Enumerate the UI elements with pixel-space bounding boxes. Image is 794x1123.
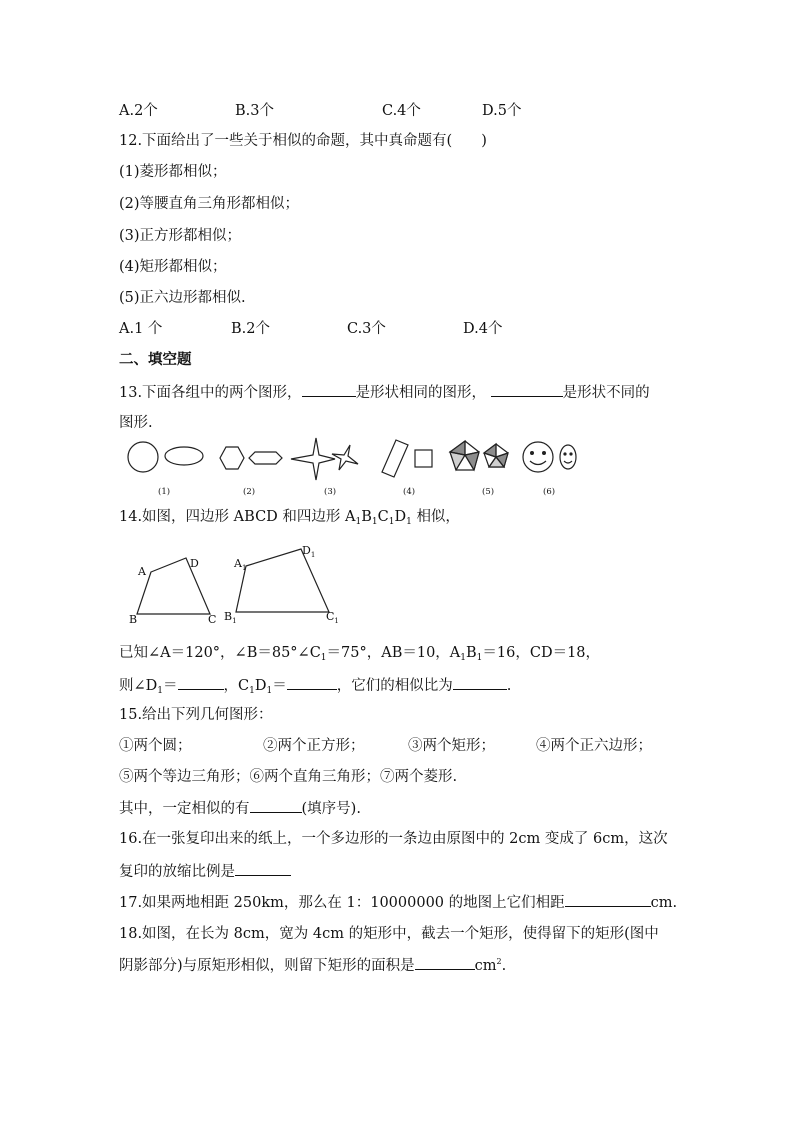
subscript: 1 [460, 653, 467, 663]
shape-hexagon-large [220, 447, 244, 469]
q15-item-4: ④两个正六边形； [536, 738, 652, 754]
q14-question-text: ，C [223, 678, 250, 694]
subscript: 1 [406, 517, 412, 527]
label-c: C [208, 613, 217, 626]
q14-question-text: ＝ [272, 678, 287, 694]
subscript: 1 [320, 653, 327, 663]
q14-stem-text-end: 相似， [416, 509, 460, 525]
subscript: 1 [388, 517, 395, 527]
label-a1: $A_1$ [234, 557, 247, 572]
q17-unit: cm. [650, 895, 678, 911]
subscript: 1 [355, 517, 362, 527]
q14-stem: 14.如图，四边形 ABCD 和四边形 $A_1B_1C_1D_1$ 相似， [119, 509, 460, 527]
q14-stem-text: 14.如图，四边形 ABCD 和四边形 A [119, 509, 356, 525]
q13-blank-2[interactable] [491, 382, 563, 397]
shape-circle [128, 442, 158, 472]
subscript: 1 [249, 686, 255, 696]
label-c1: $C_1$ [326, 610, 339, 625]
section-title: 二、填空题 [119, 352, 192, 368]
figure-label-4: (4) [403, 487, 416, 497]
q14-blank-ratio[interactable] [453, 675, 507, 690]
shape-star-small [332, 445, 358, 470]
q15-stem: 15.给出下列几何图形： [119, 707, 273, 723]
subscript: 1 [371, 517, 378, 527]
shape-rectangle-tilted [382, 440, 408, 477]
q14-blank-angle[interactable] [178, 675, 224, 690]
q15-blank[interactable] [250, 798, 302, 813]
q12-item-1: (1)菱形都相似； [119, 164, 227, 180]
q13-line-2: 图形. [119, 415, 153, 431]
q15-answer-text: 其中，一定相似的有 [119, 801, 250, 817]
q13-blank-1[interactable] [302, 382, 356, 397]
shape-smiley-face-large [523, 442, 553, 472]
q15-answer-line [119, 798, 361, 819]
q12-item-2: (2)等腰直角三角形都相似； [119, 196, 300, 212]
q11-option-b: B.3个 [235, 103, 274, 119]
q12-item-4: (4)矩形都相似； [119, 259, 227, 275]
q14-given-text: ＝16，CD＝18， [482, 645, 601, 661]
q15-answer-text-end: (填序号). [301, 801, 361, 817]
q18-blank[interactable] [415, 955, 475, 970]
q14-given-text: ＝75°，AB＝10，A [326, 645, 461, 661]
shape-ellipse [165, 447, 203, 465]
shape-star-large [291, 438, 335, 480]
shape-hexagon-small [249, 452, 282, 464]
figure-label-5: (5) [482, 487, 495, 497]
q13-part-2: 是形状相同的图形， [355, 385, 487, 401]
figure-label-2: (2) [243, 487, 256, 497]
label-d1: $D_1$ [302, 544, 316, 559]
q13-part-3: 是形状不同的 [562, 385, 650, 401]
q15-item-1: ①两个圆； [119, 738, 192, 754]
q17-blank[interactable] [565, 892, 651, 907]
q14-question-text: 则∠D [119, 678, 158, 694]
figure-label-1: (1) [158, 487, 171, 497]
subscript: 1 [476, 653, 483, 663]
q18-text: 阴影部分)与原矩形相似，则留下矩形的面积是 [119, 958, 415, 974]
q14-question-text: . [506, 678, 512, 694]
q18-line-1: 18.如图，在长为 8cm，宽为 4cm 的矩形中，截去一个矩形，使得留下的矩形(图中 [119, 926, 659, 942]
q16-blank[interactable] [235, 861, 291, 876]
q12-item-3: (3)正方形都相似； [119, 228, 242, 244]
q18-text-end: . [501, 958, 507, 974]
shape-pentagon-small [484, 444, 508, 467]
q16-text: 复印的放缩比例是 [119, 864, 235, 880]
subscript: 1 [157, 686, 164, 696]
figure-label-3: (3) [324, 487, 337, 497]
q17-line [119, 892, 677, 913]
q14-line-3: 则$\angle D_1=$ ，$C_1D_1=$ ，它们的相似比为 . [119, 675, 511, 696]
q15-item-3: ③两个矩形； [408, 738, 495, 754]
q12-item-5: (5)正六边形都相似. [119, 290, 246, 306]
label-a: A [138, 565, 146, 578]
q14-question-text: ＝ [163, 678, 178, 694]
shape-square [415, 450, 432, 467]
q15-item-2: ②两个正方形； [263, 738, 365, 754]
q12-option-b: B.2个 [231, 321, 270, 337]
shape-smiley-face-small [560, 445, 576, 469]
shape-pentagon-large [450, 441, 479, 470]
q11-option-d: D.5个 [482, 103, 522, 119]
q18-unit: cm [474, 958, 497, 974]
q15-items-row-2: ⑤两个等边三角形；⑥两个直角三角形；⑦两个菱形. [119, 769, 458, 785]
q13-line-1 [119, 382, 650, 403]
q11-option-c: C.4个 [382, 103, 421, 119]
q17-text: 17.如果两地相距 250km，那么在 1：10000000 的地图上它们相距 [119, 895, 565, 911]
q14-quadrilaterals-figure [120, 540, 350, 630]
quadrilateral-abcd [137, 558, 210, 614]
label-d: D [190, 557, 199, 570]
q13-shapes-figure [118, 434, 588, 500]
q14-given-text: 已知∠A＝120°，∠B＝85°∠C [119, 645, 321, 661]
q12-option-d: D.4个 [463, 321, 503, 337]
superscript: 2 [496, 957, 502, 966]
q14-question-text: ，它们的相似比为 [336, 678, 453, 694]
q13-part-1: 13.下面各组中的两个图形， [119, 385, 302, 401]
q11-option-a: A.2个 [119, 103, 158, 119]
figure-label-6: (6) [543, 487, 556, 497]
subscript: 1 [266, 686, 273, 696]
q14-blank-length[interactable] [287, 675, 337, 690]
q12-option-a: A.1 个 [119, 321, 163, 337]
q12-option-c: C.3个 [347, 321, 386, 337]
q16-line-1: 16.在一张复印出来的纸上，一个多边形的一条边由原图中的 2cm 变成了 6cm，这次 [119, 831, 668, 847]
label-b1: $B_1$ [224, 610, 237, 625]
q18-line-2 [119, 955, 506, 976]
q14-line-2: 已知∠A＝120°，$\angle B=85^\circ\angle C_1=75^\circ$，AB＝10，$A_1B_1=16$，CD＝18， [119, 645, 601, 663]
label-b: B [129, 613, 138, 626]
q16-line-2 [119, 861, 291, 882]
q12-stem: 12.下面给出了一些关于相似的命题，其中真命题有( ) [119, 133, 487, 149]
